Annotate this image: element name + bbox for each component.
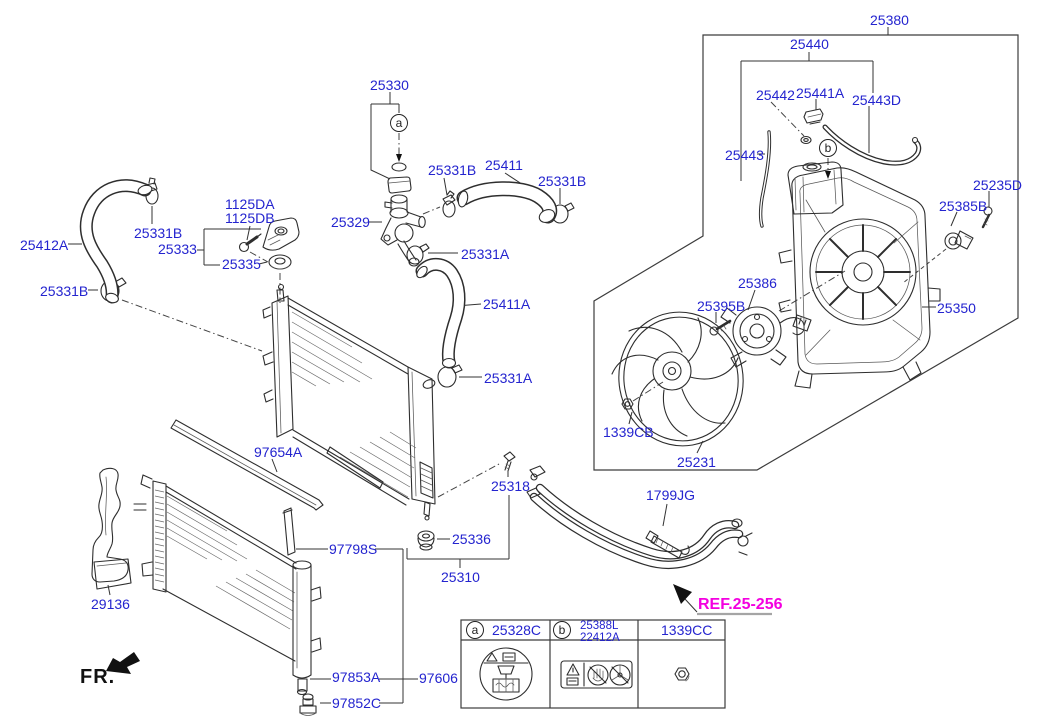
drier-cap bbox=[300, 694, 316, 716]
part-label-25385b[interactable]: 25385B bbox=[939, 198, 988, 214]
callout-a[interactable]: a bbox=[390, 114, 408, 132]
upper-radiator-hose bbox=[457, 189, 557, 225]
legend-icon-warning-label bbox=[561, 661, 632, 688]
part-label-25318[interactable]: 25318 bbox=[491, 478, 530, 494]
bracket-bolt bbox=[240, 234, 262, 252]
part-label-97798s[interactable]: 97798S bbox=[329, 541, 378, 557]
part-label-25331b-neck[interactable]: 25331B bbox=[428, 162, 477, 178]
reservoir-grommet bbox=[801, 137, 811, 144]
part-label-25329[interactable]: 25329 bbox=[331, 214, 370, 230]
radiator-cap bbox=[388, 163, 411, 193]
part-label-25440[interactable]: 25440 bbox=[790, 36, 829, 52]
part-label-25412a[interactable]: 25412A bbox=[20, 237, 69, 253]
reservoir-tank bbox=[788, 162, 843, 214]
part-label-1799jg[interactable]: 1799JG bbox=[646, 487, 696, 503]
condenser-side-seal bbox=[283, 508, 295, 555]
legend-callout-b: b bbox=[553, 621, 571, 639]
part-label-97853a[interactable]: 97853A bbox=[332, 669, 381, 685]
legend-part-1339cc[interactable]: 1339CC bbox=[661, 622, 713, 638]
part-label-97654a[interactable]: 97654A bbox=[254, 444, 303, 460]
reservoir-hose bbox=[825, 127, 919, 163]
part-label-25350[interactable]: 25350 bbox=[937, 300, 976, 316]
part-label-97852c[interactable]: 97852C bbox=[332, 695, 382, 711]
lower-radiator-hose bbox=[86, 184, 153, 304]
radiator bbox=[263, 285, 436, 521]
part-label-25330[interactable]: 25330 bbox=[370, 77, 409, 93]
callout-b[interactable]: b bbox=[819, 139, 837, 157]
part-label-25335[interactable]: 25335 bbox=[222, 256, 261, 272]
radiator-inlet-hose bbox=[415, 264, 459, 367]
ref-link[interactable]: REF.25-256 bbox=[698, 596, 783, 613]
part-label-25331b-upper-left[interactable]: 25331B bbox=[134, 225, 183, 241]
part-label-25442[interactable]: 25442 bbox=[756, 87, 795, 103]
part-label-25411[interactable]: 25411 bbox=[485, 157, 523, 173]
drain-plug bbox=[504, 452, 515, 471]
filler-neck-assembly bbox=[381, 195, 425, 266]
part-label-1125db[interactable]: 1125DB bbox=[225, 210, 275, 226]
part-label-25333[interactable]: 25333 bbox=[158, 241, 197, 257]
part-label-25443d[interactable]: 25443D bbox=[852, 92, 902, 108]
air-guard bbox=[92, 468, 131, 589]
leader-lines bbox=[68, 27, 989, 703]
fan-resistor bbox=[945, 231, 973, 249]
part-label-25331a-neck[interactable]: 25331A bbox=[461, 246, 510, 262]
part-label-25443[interactable]: 25443 bbox=[725, 147, 764, 163]
part-label-25310[interactable]: 25310 bbox=[441, 569, 480, 585]
insulator bbox=[269, 255, 291, 269]
part-label-25380[interactable]: 25380 bbox=[870, 12, 909, 28]
part-label-1125da[interactable]: 1125DA bbox=[225, 196, 275, 212]
part-label-1339cb[interactable]: 1339CB bbox=[603, 424, 654, 440]
part-label-25331b-hose-end[interactable]: 25331B bbox=[538, 173, 587, 189]
legend-part-25388l[interactable]: 25388L bbox=[580, 620, 619, 632]
fan-shroud bbox=[779, 162, 940, 388]
part-label-97606[interactable]: 97606 bbox=[419, 670, 458, 686]
construction-lines bbox=[122, 102, 946, 497]
part-label-25395b[interactable]: 25395B bbox=[697, 298, 746, 314]
water-hose-assembly bbox=[527, 466, 752, 565]
legend-part-25328c[interactable]: 25328C bbox=[492, 622, 542, 638]
mount-grommet bbox=[418, 531, 434, 550]
part-label-25441a[interactable]: 25441A bbox=[796, 85, 845, 101]
part-label-25331a-lower[interactable]: 25331A bbox=[484, 370, 533, 386]
receiver-drier bbox=[293, 561, 321, 695]
legend-part-22412a[interactable]: 22412A bbox=[580, 632, 620, 644]
legend-callout-a: a bbox=[466, 621, 484, 639]
fr-indicator: FR. bbox=[80, 666, 116, 688]
legend-icon-nut bbox=[675, 668, 689, 681]
part-label-25411a[interactable]: 25411A bbox=[483, 296, 531, 312]
legend-icon-cap-label bbox=[480, 648, 532, 700]
part-label-29136[interactable]: 29136 bbox=[91, 596, 130, 612]
condenser bbox=[134, 475, 296, 661]
reservoir-cap bbox=[804, 109, 823, 124]
part-label-25336[interactable]: 25336 bbox=[452, 531, 491, 547]
part-label-25331b-lower-left[interactable]: 25331B bbox=[40, 283, 89, 299]
hose-clamps bbox=[101, 178, 574, 387]
part-label-25235d[interactable]: 25235D bbox=[973, 177, 1023, 193]
part-label-25231[interactable]: 25231 bbox=[677, 454, 716, 470]
part-label-25386[interactable]: 25386 bbox=[738, 275, 777, 291]
